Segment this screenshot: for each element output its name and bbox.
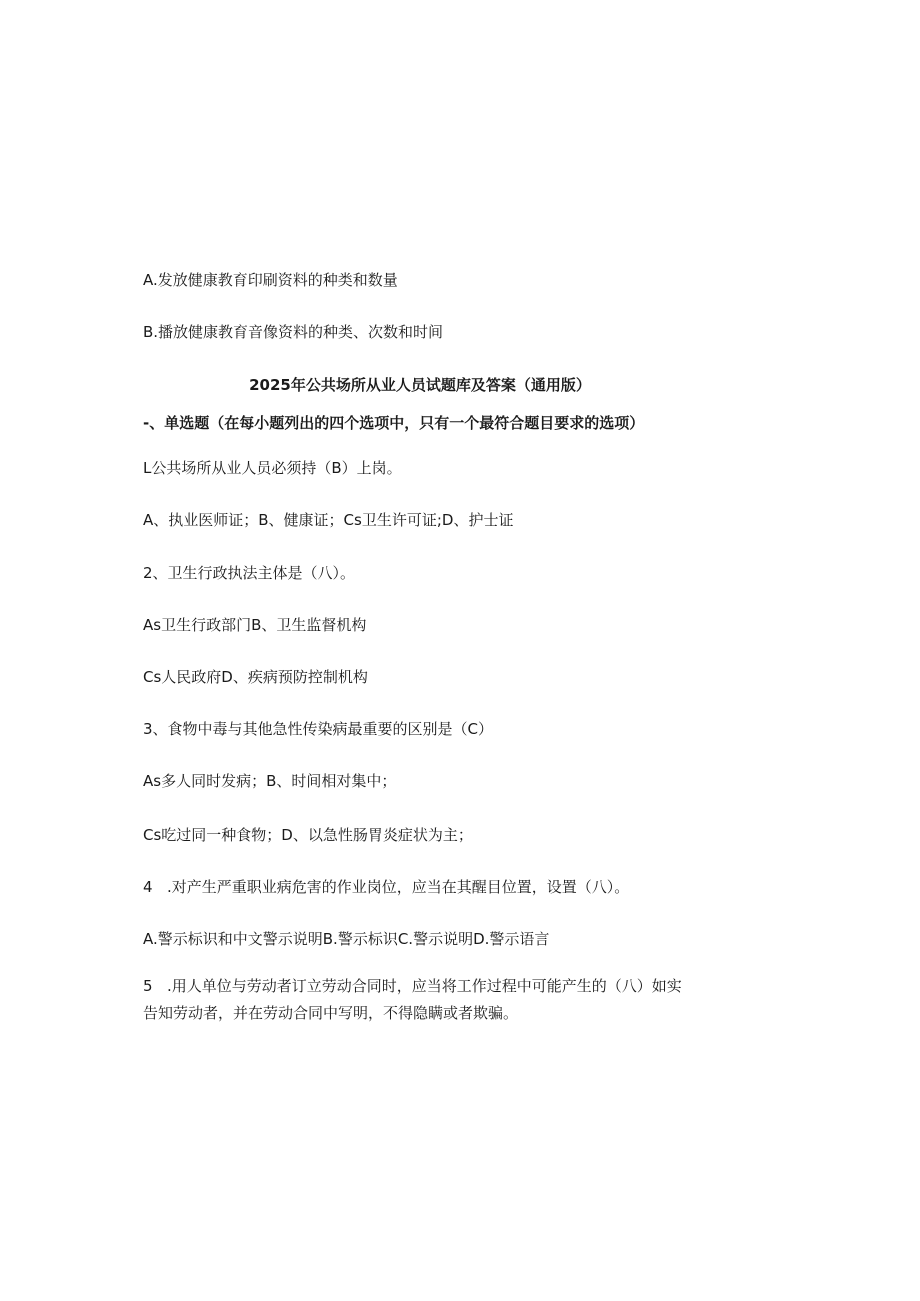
question-3-options-cd: Cs吃过同一种食物；D、以急性肠胃炎症状为主； bbox=[143, 826, 473, 844]
question-1-options: A、执业医师证；B、健康证；Cs卫生许可证;D、护士证 bbox=[143, 511, 514, 529]
question-5-stem bbox=[143, 975, 682, 997]
question-4-text: .对产生严重职业病危害的作业岗位，应当在其醒目位置，设置（八）。 bbox=[167, 878, 630, 896]
question-2-options-cd: Cs人民政府D、疾病预防控制机构 bbox=[143, 668, 368, 686]
question-5-text: .用人单位与劳动者订立劳动合同时，应当将工作过程中可能产生的（八）如实 bbox=[167, 977, 682, 995]
question-5-stem-continued: 告知劳动者，并在劳动合同中写明，不得隐瞒或者欺骗。 bbox=[143, 1004, 519, 1022]
document-title: 2025年公共场所从业人员试题库及答案（通用版） bbox=[249, 376, 591, 394]
question-2-stem: 2、卫生行政执法主体是（八）。 bbox=[143, 564, 356, 582]
question-4-number: 4 bbox=[143, 878, 153, 896]
option-b-text: B.播放健康教育音像资料的种类、次数和时间 bbox=[143, 323, 444, 341]
option-a-text: A.发放健康教育印刷资料的种类和数量 bbox=[143, 271, 398, 289]
section-heading: -、单选题（在每小题列出的四个选项中，只有一个最符合题目要求的选项） bbox=[143, 414, 645, 432]
question-2-options-ab: As卫生行政部门B、卫生监督机构 bbox=[143, 616, 367, 634]
question-4-stem bbox=[143, 876, 629, 898]
question-1-stem: L公共场所从业人员必须持（B）上岗。 bbox=[143, 459, 402, 477]
question-5-number: 5 bbox=[143, 977, 153, 995]
question-3-options-ab: As多人同时发病；B、时间相对集中； bbox=[143, 772, 397, 790]
question-3-stem: 3、食物中毒与其他急性传染病最重要的区别是（C） bbox=[143, 720, 494, 738]
question-4-options: A.警示标识和中文警示说明B.警示标识C.警示说明D.警示语言 bbox=[143, 930, 550, 948]
